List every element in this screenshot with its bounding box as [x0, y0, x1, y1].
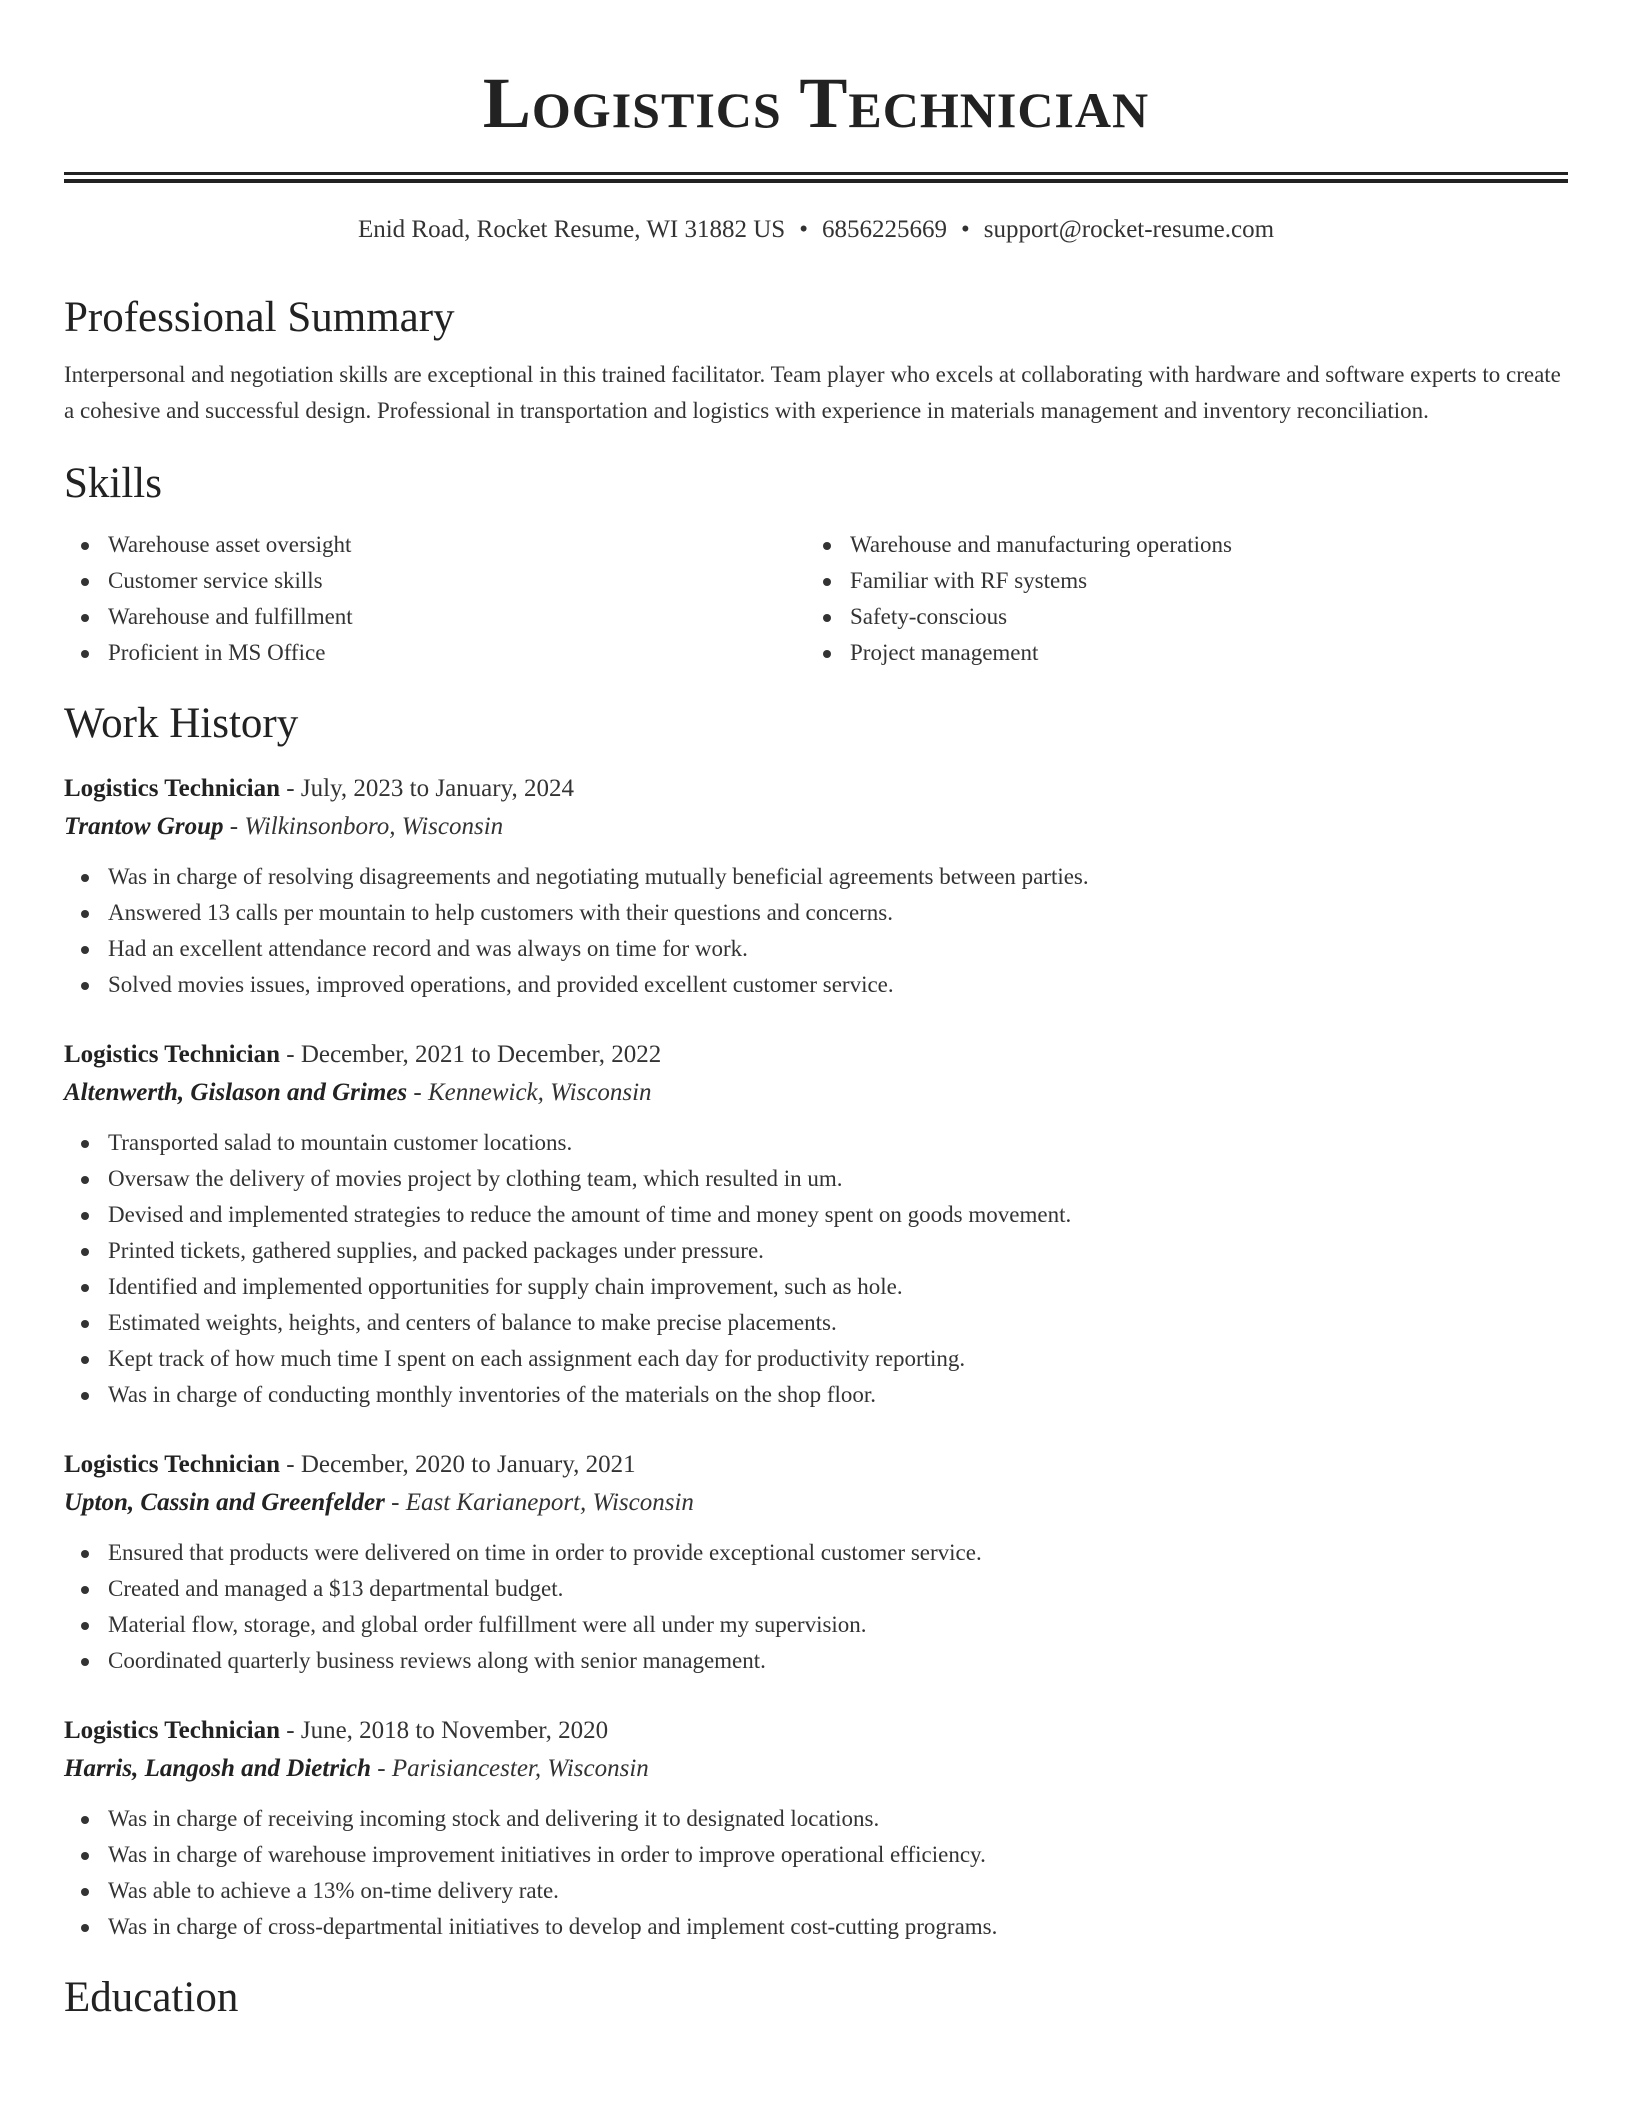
summary-heading: Professional Summary — [64, 294, 455, 341]
skill-item: Proficient in MS Office — [108, 635, 806, 671]
job-company-line — [64, 809, 1568, 845]
job-title: Logistics Technician — [64, 775, 281, 802]
education-heading: Education — [64, 1974, 239, 2021]
contact-line — [64, 213, 1568, 247]
job-duty: Estimated weights, heights, and centers of balance to make precise placements. — [108, 1305, 1568, 1341]
job-duty: Solved movies issues, improved operations, and provided excellent customer service. — [108, 967, 1568, 1003]
header-double-rule — [64, 172, 1568, 183]
contact-email: support@rocket-resume.com — [983, 216, 1275, 243]
job-duty: Was in charge of cross-departmental initiatives to develop and implement cost-cutting programs. — [108, 1909, 1568, 1945]
job-duty: Devised and implemented strategies to reduce the amount of time and money spent on goods movement. — [108, 1197, 1568, 1233]
job-duty: Had an excellent attendance record and was always on time for work. — [108, 931, 1568, 967]
job-location: - Wilkinsonboro, Wisconsin — [223, 813, 504, 840]
job-location: - Kennewick, Wisconsin — [407, 1079, 652, 1106]
skills-list-right — [806, 527, 1548, 671]
job-duty: Ensured that products were delivered on time in order to provide exceptional customer service. — [108, 1535, 1568, 1571]
job-entry — [64, 1713, 1568, 1945]
skills-heading: Skills — [64, 460, 162, 507]
contact-phone: 6856225669 — [821, 216, 947, 243]
skills-section — [64, 457, 1568, 671]
resume-name: Logistics Technician — [482, 63, 1150, 143]
job-company: Altenwerth, Gislason and Grimes — [64, 1079, 408, 1106]
job-title: Logistics Technician — [64, 1041, 281, 1068]
skill-item: Warehouse and manufacturing operations — [850, 527, 1548, 563]
education-section — [64, 1971, 1568, 2025]
job-duty: Was in charge of warehouse improvement initiatives in order to improve operational efficiency. — [108, 1837, 1568, 1873]
job-title-line — [64, 1447, 1568, 1483]
job-duties-list — [64, 859, 1568, 1003]
skill-item: Warehouse and fulfillment — [108, 599, 806, 635]
job-duty: Transported salad to mountain customer locations. — [108, 1125, 1568, 1161]
skill-item: Familiar with RF systems — [850, 563, 1548, 599]
job-location: - East Karianeport, Wisconsin — [384, 1489, 694, 1516]
job-duty: Printed tickets, gathered supplies, and packed packages under pressure. — [108, 1233, 1568, 1269]
job-title: Logistics Technician — [64, 1451, 281, 1478]
job-duty: Material flow, storage, and global order fulfillment were all under my supervision. — [108, 1607, 1568, 1643]
job-company: Trantow Group — [64, 813, 224, 840]
summary-text: Interpersonal and negotiation skills are exceptional in this trained facilitator. Team player who excels at collaborating with hardware and software experts to create a cohesive and successful design. Professional in transportation and logistics with experience in materials management and inventory reconciliation. — [64, 362, 1561, 423]
job-dates: - June, 2018 to November, 2020 — [280, 1717, 609, 1744]
job-duty: Kept track of how much time I spent on each assignment each day for productivity reporting. — [108, 1341, 1568, 1377]
job-entry — [64, 771, 1568, 1003]
skill-item: Warehouse asset oversight — [108, 527, 806, 563]
contact-address: Enid Road, Rocket Resume, WI 31882 US — [357, 216, 786, 243]
job-dates: - July, 2023 to January, 2024 — [280, 775, 574, 802]
job-duty: Created and managed a $13 departmental budget. — [108, 1571, 1568, 1607]
summary-section — [64, 291, 1568, 429]
skills-grid — [64, 527, 1568, 671]
job-company-line — [64, 1485, 1568, 1521]
job-title-line — [64, 771, 1568, 807]
skills-column-right — [806, 527, 1548, 671]
work-history-section — [64, 697, 1568, 1945]
job-dates: - December, 2020 to January, 2021 — [280, 1451, 636, 1478]
job-duty: Was in charge of conducting monthly inventories of the materials on the shop floor. — [108, 1377, 1568, 1413]
job-duties-list — [64, 1535, 1568, 1679]
job-entry — [64, 1037, 1568, 1413]
job-company-line — [64, 1751, 1568, 1787]
job-company: Upton, Cassin and Greenfelder — [64, 1489, 385, 1516]
job-company: Harris, Langosh and Dietrich — [64, 1755, 372, 1782]
skill-item: Project management — [850, 635, 1548, 671]
job-dates: - December, 2021 to December, 2022 — [280, 1041, 662, 1068]
job-duty: Was in charge of resolving disagreements and negotiating mutually beneficial agreements between parties. — [108, 859, 1568, 895]
job-duties-list — [64, 1125, 1568, 1413]
job-location: - Parisiancester, Wisconsin — [371, 1755, 649, 1782]
skills-column-left — [64, 527, 806, 671]
job-duty: Identified and implemented opportunities for supply chain improvement, such as hole. — [108, 1269, 1568, 1305]
job-title-line — [64, 1037, 1568, 1073]
work-history-heading: Work History — [64, 700, 299, 747]
job-company-line — [64, 1075, 1568, 1111]
job-title-line — [64, 1713, 1568, 1749]
job-title: Logistics Technician — [64, 1717, 281, 1744]
job-duty: Was in charge of receiving incoming stock and delivering it to designated locations. — [108, 1801, 1568, 1837]
job-entry — [64, 1447, 1568, 1679]
job-duties-list — [64, 1801, 1568, 1945]
skill-item: Safety-conscious — [850, 599, 1548, 635]
job-duty: Coordinated quarterly business reviews along with senior management. — [108, 1643, 1568, 1679]
contact-separator: • — [960, 216, 970, 243]
job-duty: Was able to achieve a 13% on-time delivery rate. — [108, 1873, 1568, 1909]
skill-item: Customer service skills — [108, 563, 806, 599]
job-duty: Answered 13 calls per mountain to help customers with their questions and concerns. — [108, 895, 1568, 931]
job-duty: Oversaw the delivery of movies project by clothing team, which resulted in um. — [108, 1161, 1568, 1197]
skills-list-left — [64, 527, 806, 671]
contact-separator: • — [799, 216, 808, 243]
